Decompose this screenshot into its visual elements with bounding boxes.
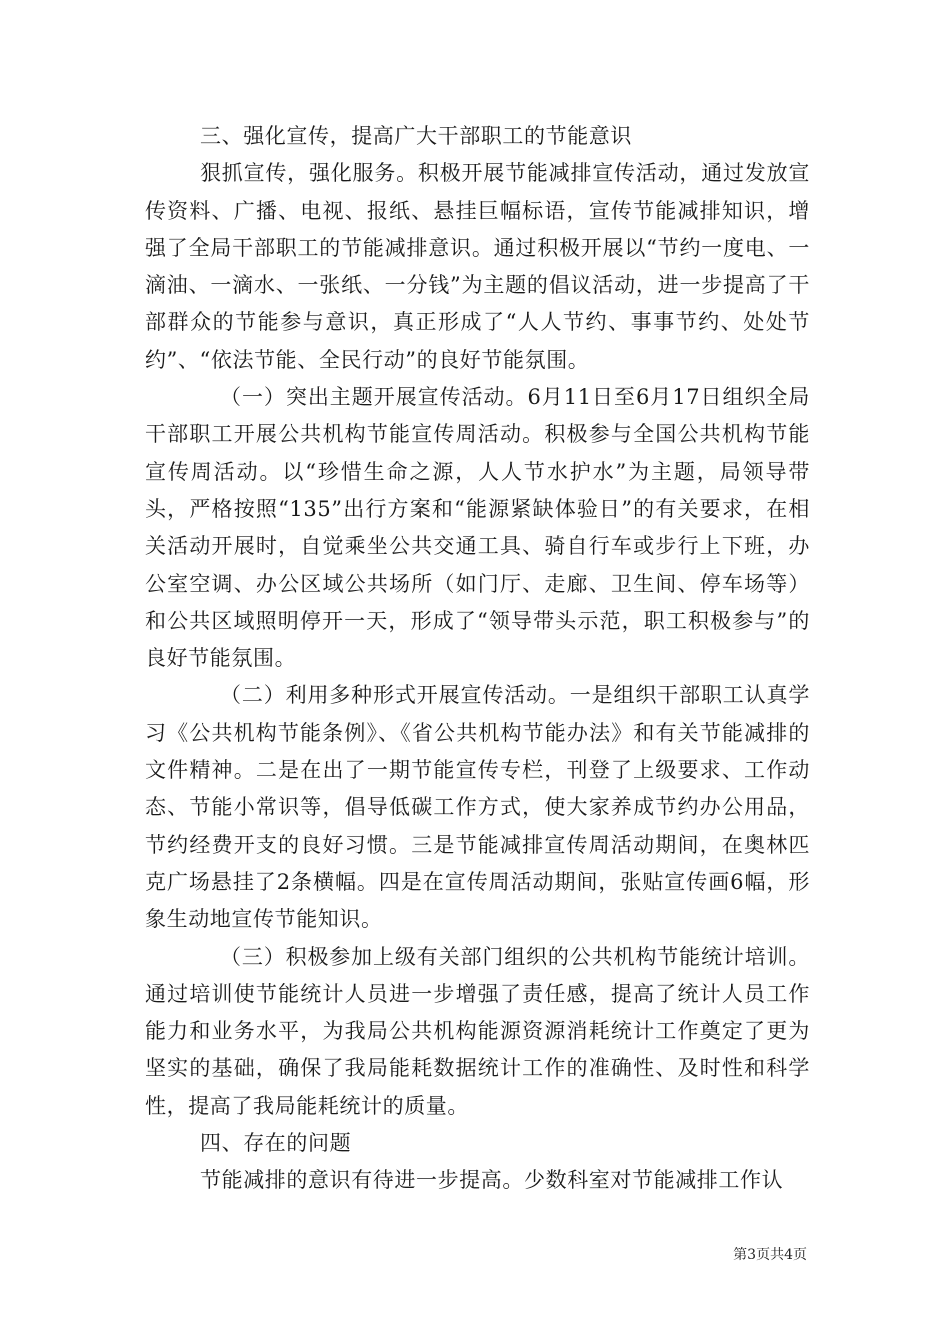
- section-heading-4: 四、存在的问题: [200, 1131, 352, 1156]
- document-body: [145, 118, 810, 1200]
- paragraph-publicity-overview: 狠抓宣传，强化服务。积极开展节能减排宣传活动，通过发放宣传资料、广播、电视、报纸、悬挂巨幅标语，宣传节能减排知识，增强了全局干部职工的节能减排意识。通过积极开展以“节约一度电、一滴油、一滴水、一张纸、一分钱”为主题的倡议活动，进一步提高了干部群众的节能参与意识，真正形成了“人人节约、事事节约、处处节约”、“依法节能、全民行动”的良好节能氛围。: [145, 161, 810, 372]
- paragraph-item-2: （二）利用多种形式开展宣传活动。一是组织干部职工认真学习《公共机构节能条例》、《省公共机构节能办法》和有关节能减排的文件精神。二是在出了一期节能宣传专栏，刊登了上级要求、工作动态、节能小常识等，倡导低碳工作方式，使大家养成节约办公用品，节约经费开支的良好习惯。三是节能减排宣传周活动期间，在奥林匹克广场悬挂了2条横幅。四是在宣传周活动期间，张贴宣传画6幅，形象生动地宣传节能知识。: [145, 683, 810, 932]
- paragraph-item-1: （一）突出主题开展宣传活动。6月11日至6月17日组织全局干部职工开展公共机构节能宣传周活动。积极参与全国公共机构节能宣传周活动。以“珍惜生命之源，人人节水护水”为主题，局领导带头，严格按照“135”出行方案和“能源紧缺体验日”的有关要求，在相关活动开展时，自觉乘坐公共交通工具、骑自行车或步行上下班，办公室空调、办公区域公共场所（如门厅、走廊、卫生间、停车场等）和公共区域照明停开一天，形成了“领导带头示范，职工积极参与”的良好节能氛围。: [145, 385, 810, 671]
- paragraph-item-3: （三）积极参加上级有关部门组织的公共机构节能统计培训。通过培训使节能统计人员进一步增强了责任感，提高了统计人员工作能力和业务水平，为我局公共机构能源资源消耗统计工作奠定了更为坚实的基础，确保了我局能耗数据统计工作的准确性、及时性和科学性，提高了我局能耗统计的质量。: [145, 944, 810, 1118]
- page-number-footer: 第3页共4页: [733, 1247, 807, 1263]
- paragraph-problems: 节能减排的意识有待进一步提高。少数科室对节能减排工作认: [200, 1168, 784, 1193]
- section-heading-3: 三、强化宣传，提高广大干部职工的节能意识: [200, 124, 632, 148]
